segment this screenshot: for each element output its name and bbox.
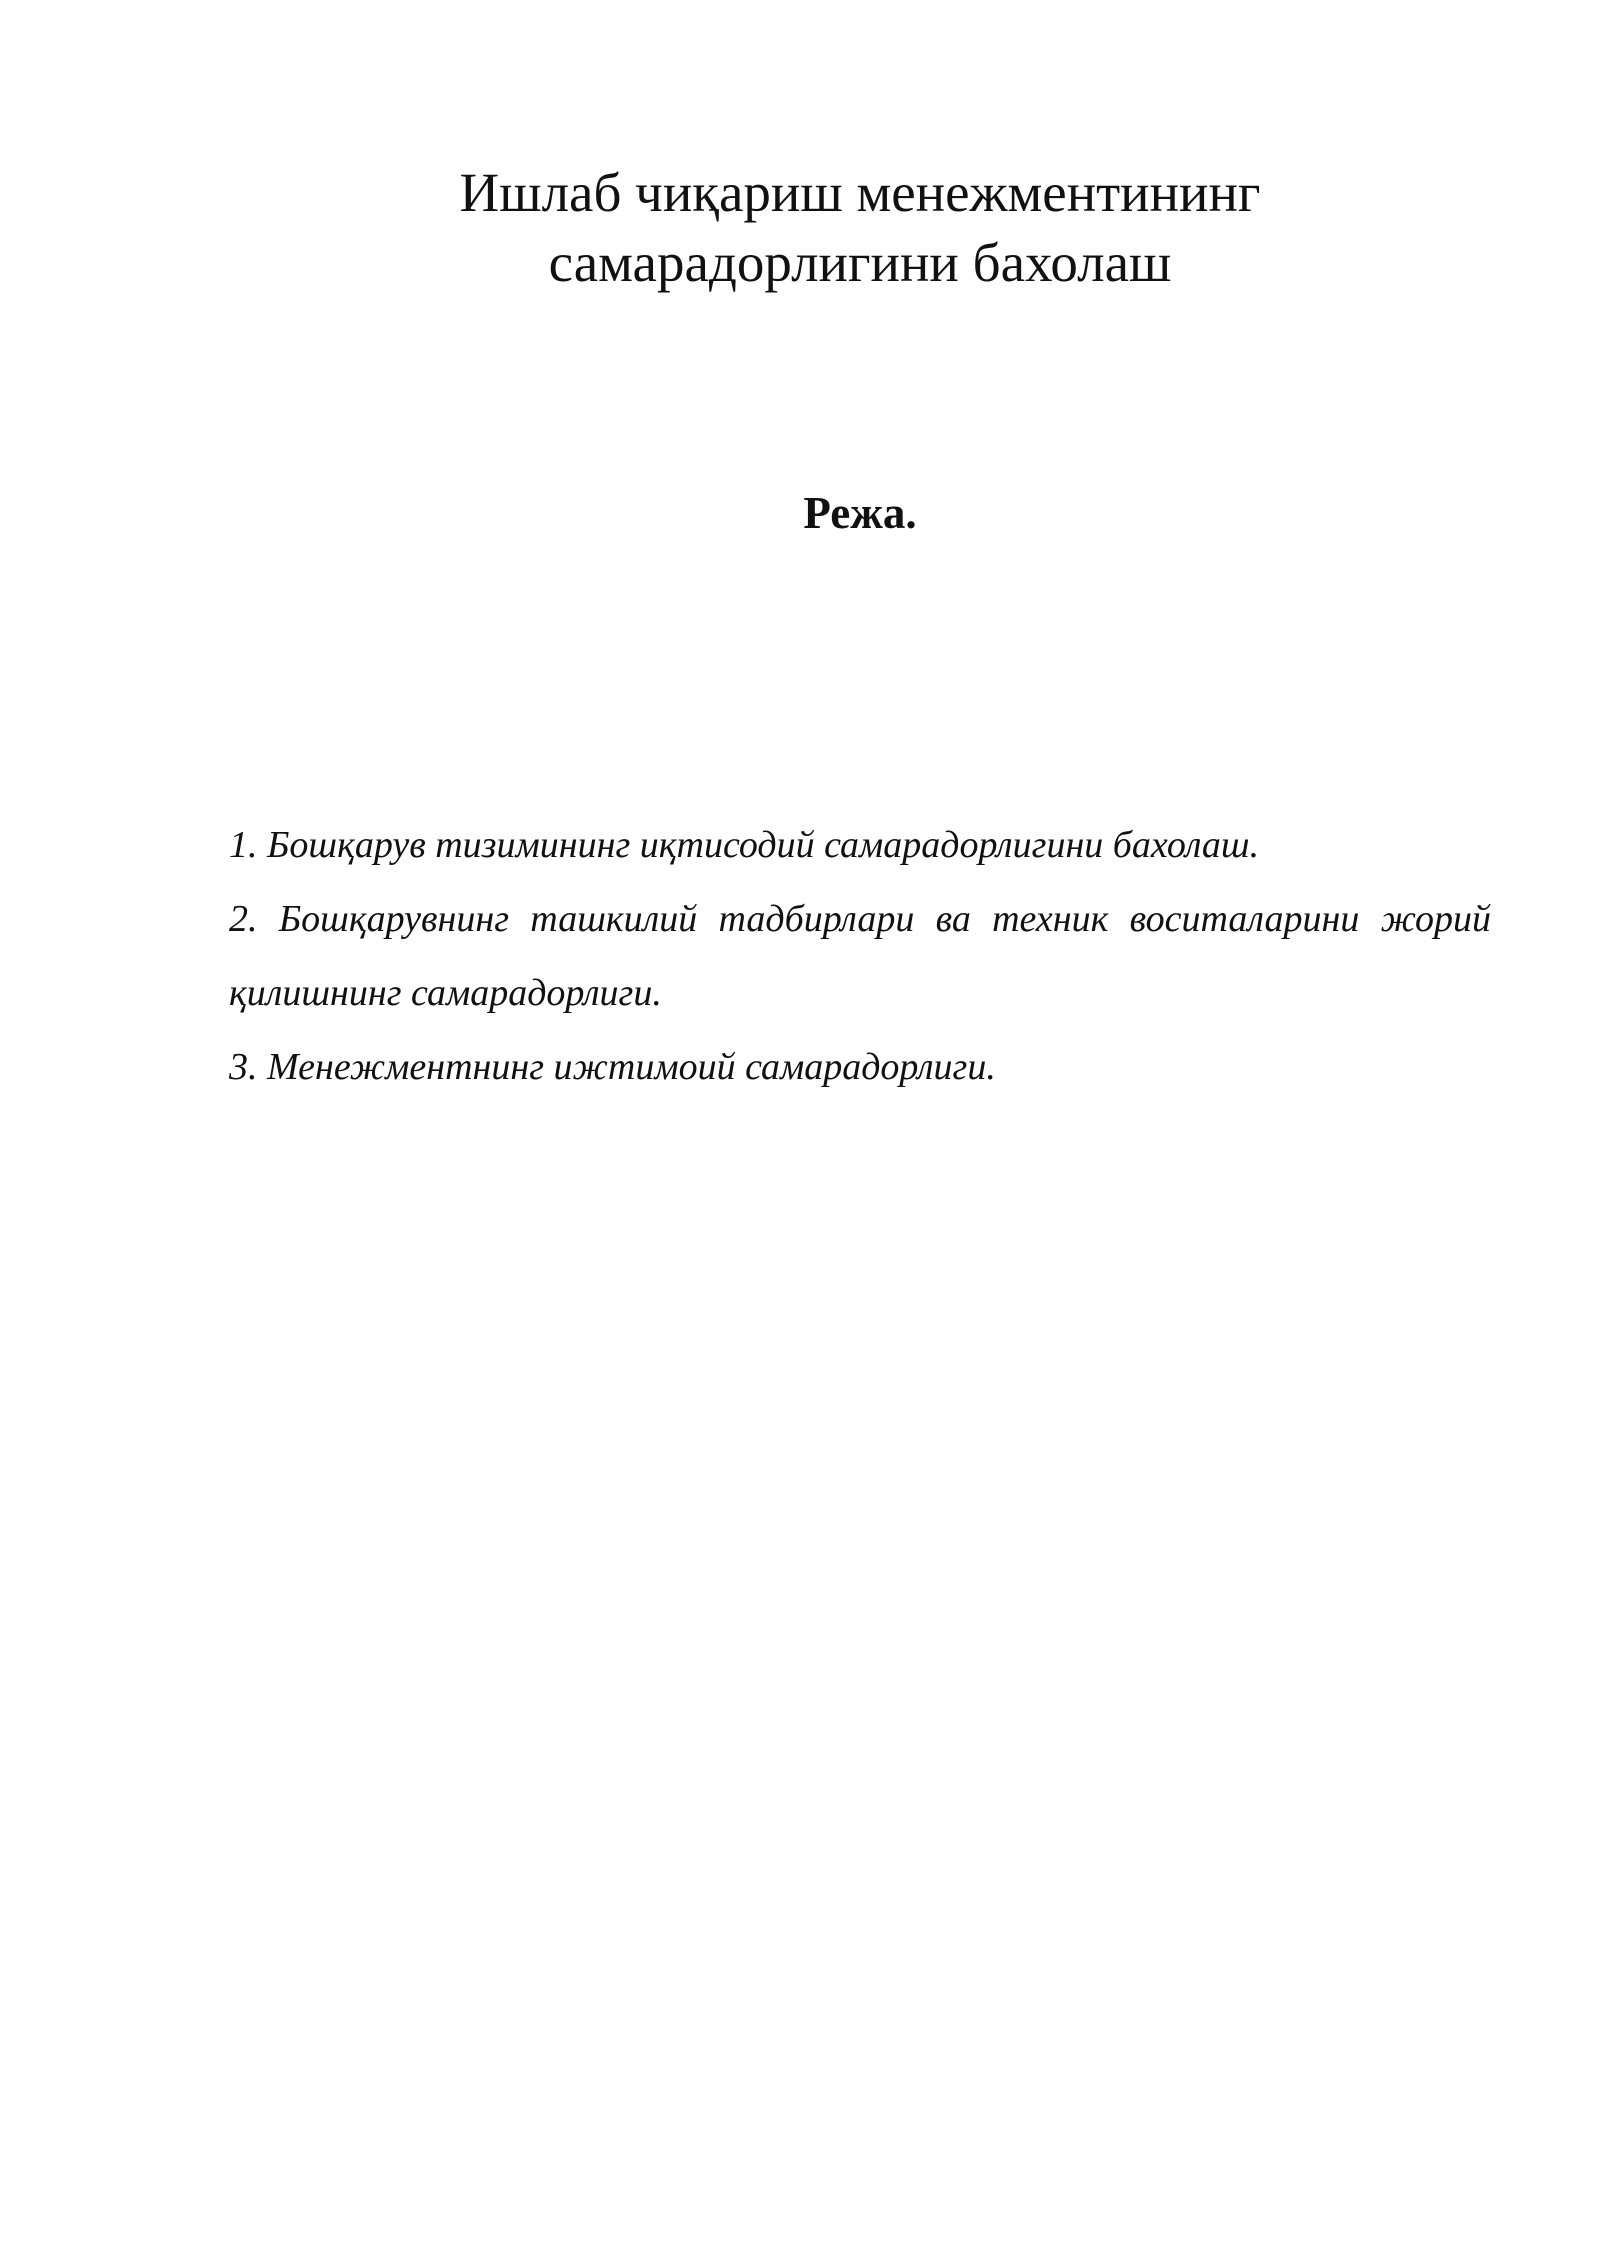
plan-item-1: 1. Бошқарув тизимининг иқтисодий самарадорлигини бахолаш. [229, 824, 1260, 866]
document-title [380, 158, 1340, 298]
plan-list [229, 808, 1491, 1104]
plan-item-2: 2. Бошқарувнинг ташкилий тадбирлари ва техник воситаларини жорий қилишнинг самарадорлиги. [229, 898, 1491, 1014]
plan-heading: Режа. [803, 488, 917, 538]
title-line-2: самарадорлигини бахолаш [548, 232, 1172, 293]
plan-item-3: 3. Менежментнинг ижтимоий самарадорлиги. [229, 1046, 996, 1088]
title-line-1: Ишлаб чиқариш менежментининг [459, 162, 1261, 223]
